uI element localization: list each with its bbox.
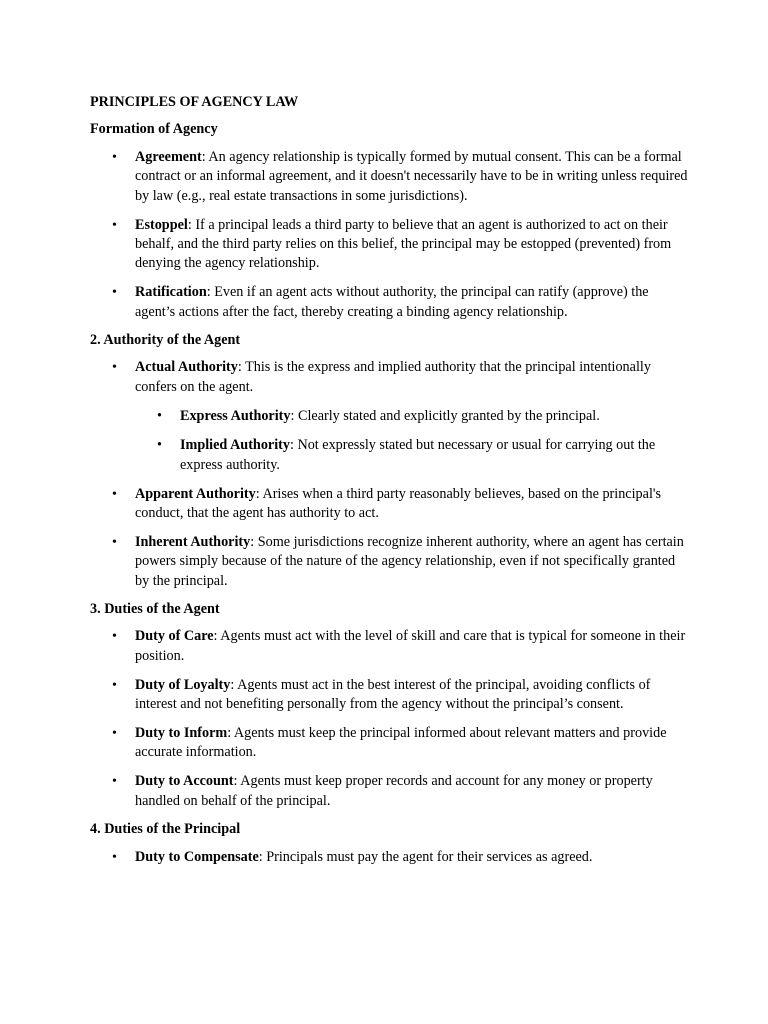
bullet-icon: • (112, 774, 117, 790)
bullet-icon: • (112, 360, 117, 376)
nested-list-item (135, 436, 690, 475)
item-text: : If a principal leads a third party to believe that an agent is authorized to act on their behalf, and the third party relies on this belief, the principal may be estopped (prevented) from denying the agency relationship. (135, 216, 672, 272)
bullet-icon: • (112, 726, 117, 742)
item-term: Apparent Authority (135, 485, 256, 502)
list-item (90, 283, 690, 322)
section-heading: Formation of Agency (90, 121, 218, 138)
bullet-icon: • (112, 629, 117, 645)
list-item (90, 724, 690, 763)
item-term: Agreement (135, 148, 202, 165)
list-item (90, 627, 690, 666)
item-text: : Arises when a third party reasonably believes, based on the principal's conduct, that the agent has authority to act. (135, 485, 661, 521)
bullet-icon: • (157, 408, 162, 425)
bullet-list (90, 627, 690, 811)
bullet-icon: • (112, 534, 117, 550)
item-term: Duty to Compensate (135, 848, 259, 865)
item-term: Inherent Authority (135, 533, 251, 550)
item-term: Estoppel (135, 216, 188, 233)
item-term: Ratification (135, 284, 207, 301)
bullet-icon: • (112, 486, 117, 502)
item-term: Duty of Care (135, 628, 214, 645)
list-item (90, 358, 690, 475)
list-item (90, 148, 690, 206)
item-text: : Agents must keep proper records and account for any money or property handled on behalf of the principal. (135, 773, 653, 809)
item-term: Duty to Account (135, 773, 234, 790)
bullet-icon: • (112, 149, 117, 165)
bullet-list (90, 358, 690, 591)
document-title: PRINCIPLES OF AGENCY LAW (90, 94, 299, 110)
item-text: : Not expressly stated but necessary or usual for carrying out the express authority. (180, 437, 656, 473)
bullet-list (90, 848, 690, 867)
bullet-list (90, 148, 690, 322)
bullet-icon: • (112, 677, 117, 693)
item-term: Duty of Loyalty (135, 676, 231, 693)
item-text: : This is the express and implied authority that the principal intentionally confers on the agent. (135, 359, 651, 395)
list-item (90, 533, 690, 591)
item-text: : Even if an agent acts without authority, the principal can ratify (approve) the agent’s actions after the fact, thereby creating a binding agency relationship. (135, 284, 649, 320)
item-term: Actual Authority (135, 359, 238, 376)
list-item (90, 772, 690, 811)
bullet-icon: • (112, 849, 117, 865)
item-term: Duty to Inform (135, 725, 228, 742)
item-term: Express Authority (180, 408, 291, 425)
item-text: : Clearly stated and explicitly granted by the principal. (290, 408, 600, 425)
item-text: : Some jurisdictions recognize inherent authority, where an agent has certain powers simply because of the nature of the agency relationship, even if not specifically granted by the principal. (135, 533, 684, 589)
item-text: : Agents must keep the principal informed about relevant matters and provide accurate information. (135, 725, 667, 761)
bullet-icon: • (112, 217, 117, 233)
item-text: : Principals must pay the agent for their services as agreed. (258, 848, 593, 865)
item-text: : Agents must act with the level of skill and care that is typical for someone in their position. (135, 628, 686, 664)
item-term: Implied Authority (180, 437, 290, 454)
item-text: : Agents must act in the best interest of the principal, avoiding conflicts of interest and not benefiting personally from the agency without the principal’s consent. (135, 676, 651, 713)
list-item (90, 216, 690, 274)
document-body (90, 93, 690, 876)
section-heading: 4. Duties of the Principal (90, 821, 241, 838)
bullet-icon: • (112, 285, 117, 301)
list-item (90, 848, 690, 867)
bullet-icon: • (157, 437, 162, 454)
nested-bullet-list (135, 407, 690, 475)
section-heading: 3. Duties of the Agent (90, 601, 220, 618)
nested-list-item (135, 407, 690, 426)
section-heading: 2. Authority of the Agent (90, 332, 241, 349)
list-item (90, 485, 690, 524)
item-text: : An agency relationship is typically formed by mutual consent. This can be a formal contract or an informal agreement, and it doesn't necessarily have to be in writing unless required by law (e.g., real estate transactions in some jurisdictions). (135, 148, 688, 204)
list-item (90, 676, 690, 715)
